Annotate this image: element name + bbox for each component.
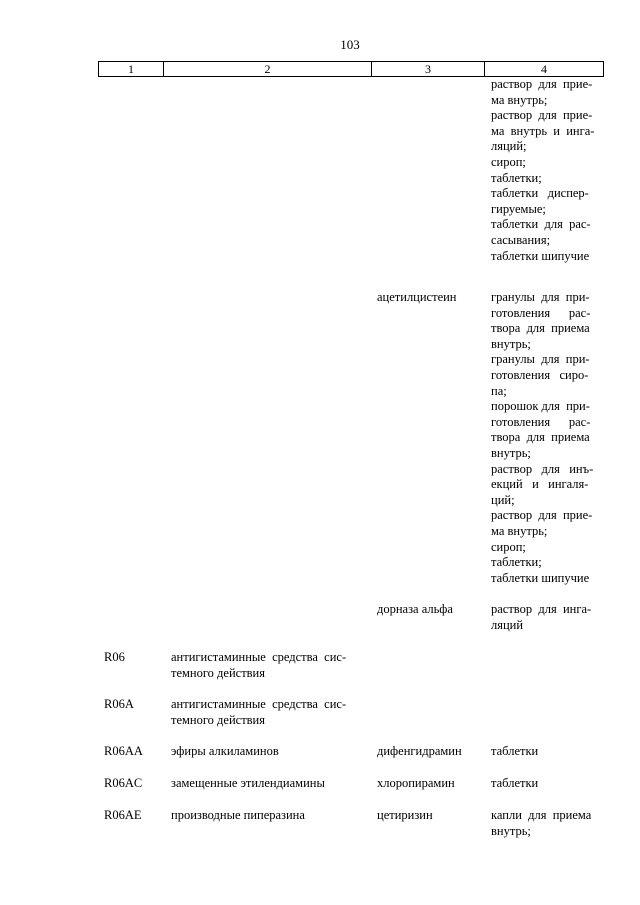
dosage-forms-continued: раствор для прие- ма внутрь; раствор для прие- ма внутрь и инга- ляций; сироп; таблетки; таблетки диспер- гируемые; таблетки для рас- сасывания; таблетки шипучие xyxy=(491,77,595,263)
column-header-1: 1 xyxy=(99,62,164,76)
column-header-3: 3 xyxy=(372,62,485,76)
table-header xyxy=(98,61,604,77)
column-header-4: 4 xyxy=(541,62,547,76)
atc-code: R06AA xyxy=(104,744,143,758)
drug-name: хлоропирамин xyxy=(377,776,455,790)
atc-group-name: антигистаминные средства сис- темного действия xyxy=(171,697,347,727)
atc-code: R06AE xyxy=(104,808,142,822)
page-number: 103 xyxy=(340,37,360,52)
column-header-2: 2 xyxy=(164,62,372,76)
dosage-forms: таблетки xyxy=(491,744,539,758)
drug-name-dornase-alfa: дорназа альфа xyxy=(377,602,453,616)
atc-group-name: замещенные этилендиамины xyxy=(171,776,325,790)
dosage-forms-acetylcysteine: гранулы для при- готовления рас- твора для приема внутрь; гранулы для при- готовления сиро- па; порошок для при- готовления рас- твора для приема внутрь; раствор для инъ- екций и ингаля- ций; раствор для прие- ма внутрь; сироп; таблетки; таблетки шипучие xyxy=(491,290,594,585)
drug-name: дифенгидрамин xyxy=(377,744,462,758)
dosage-forms: таблетки xyxy=(491,776,539,790)
atc-code: R06 xyxy=(104,650,125,664)
dosage-forms-dornase-alfa: раствор для инга- ляций xyxy=(491,602,592,632)
atc-group-name: производные пиперазина xyxy=(171,808,305,822)
atc-code: R06A xyxy=(104,697,134,711)
dosage-forms: капли для приема внутрь; xyxy=(491,808,592,838)
atc-code: R06AC xyxy=(104,776,143,790)
drug-name: цетиризин xyxy=(377,808,433,822)
drug-name-acetylcysteine: ацетилцистеин xyxy=(377,290,457,304)
atc-group-name: антигистаминные средства сис- темного действия xyxy=(171,650,347,680)
atc-group-name: эфиры алкиламинов xyxy=(171,744,279,758)
